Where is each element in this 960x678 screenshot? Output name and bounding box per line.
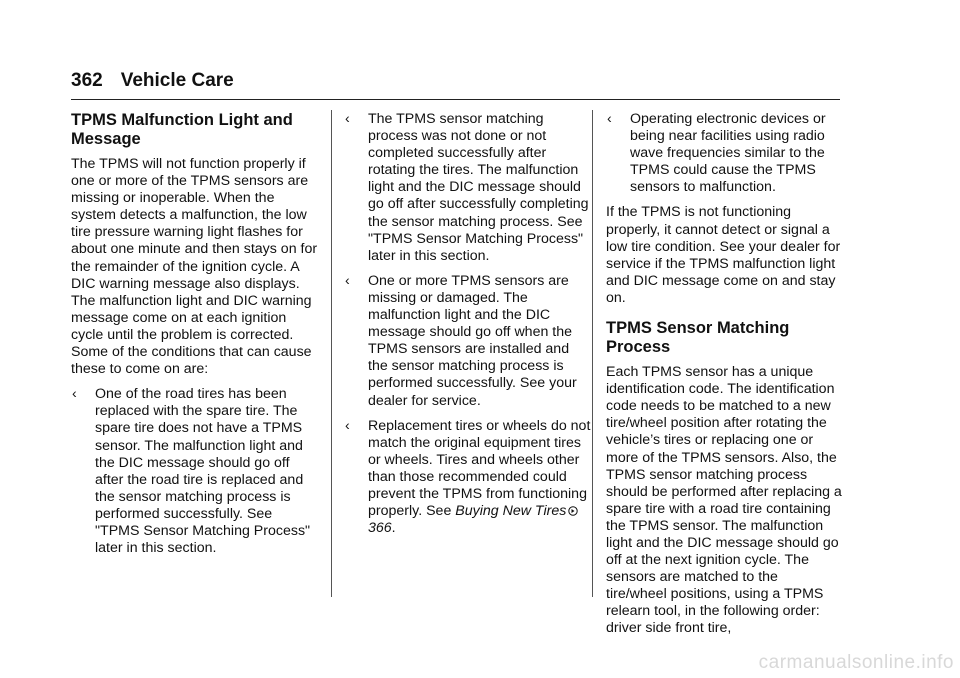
bullet-mark: ‹ xyxy=(345,417,350,434)
column-1 xyxy=(71,111,319,565)
bullet-text: The TPMS sensor matching process was not done or not completed successfully after rotating the tires. The malfunction light and the DIC message should go off after successfully completing the sensor matching process. See "TPMS Sensor Matching Process" later in this section. xyxy=(368,111,589,264)
bullet-mark: ‹ xyxy=(72,386,77,403)
bullet-mark: ‹ xyxy=(345,111,350,127)
bullet-text: Operating electronic devices or being near facilities using radio wave frequencies similar to the TPMS could cause the TPMS sensors to malfunction. xyxy=(630,111,826,196)
bullet-end: . xyxy=(391,520,396,537)
paragraph-malfunction-intro: The TPMS will not function properly if one or more of the TPMS sensors are missing or inoperable. When the system detects a malfunction, the low tire pressure warning light flashes for about one minute and then stays on for the remainder of the ignition cycle. A DIC warning message also displays. The malfunction light and DIC warning message come on at each ignition cycle until the problem is corrected. Some of the conditions that can cause these to come on are: xyxy=(71,156,318,378)
column-2 xyxy=(344,111,592,545)
watermark: carmanualsonline.info xyxy=(758,652,954,673)
header-rule xyxy=(71,99,840,100)
column-3 xyxy=(606,111,842,646)
paragraph-not-functioning: If the TPMS is not functioning properly, it cannot detect or signal a low tire condition. See your dealer for service if the TPMS malfunction light and DIC message come on and stay on. xyxy=(606,204,841,306)
bullet-mark: ‹ xyxy=(607,111,612,127)
column-divider-1 xyxy=(331,110,332,597)
bullet-text: Replacement tires or wheels do not match the original equipment tires or wheels. Tires and wheels other than those recommended could prevent the TPMS from functioning properly. See xyxy=(368,417,591,520)
link-text: Buying New Tires xyxy=(455,503,567,520)
bullet-text: One or more TPMS sensors are missing or damaged. The malfunction light and the DIC message should go off when the TPMS sensors are installed and the sensor matching process is performed successfully. See your dealer for service. xyxy=(368,272,577,409)
heading-malfunction-light: TPMS Malfunction Light and Message xyxy=(71,111,293,148)
page-reference-arrow-icon xyxy=(568,506,578,516)
page-reference: 366 xyxy=(368,520,392,537)
page-number: 362 xyxy=(71,70,103,91)
bullet-sensors-missing xyxy=(344,273,592,410)
bullet-text: One of the road tires has been replaced with the spare tire. The spare tire does not have a TPMS sensor. The malfunction light and the DIC message should go off after the road tire is replaced and the sensor matching process is performed successfully. See "TPMS Sensor Matching Process" later in this section. xyxy=(95,386,311,557)
bullet-matching-not-done xyxy=(344,111,592,265)
bullet-mark: ‹ xyxy=(345,272,350,289)
paragraph-sensor-matching: Each TPMS sensor has a unique identification code. The identification code needs to be matched to a new tire/wheel position after rotating the vehicle’s tires or replacing one or more of the TPMS sensors. Also, the TPMS sensor matching process should be performed after replacing a spare tire with a road tire containing the TPMS sensor. The malfunction light and the DIC message should go off at the next ignition cycle. The sensors are matched to the tire/wheel positions, using a TPMS relearn tool, in the following order: driver side front tire, xyxy=(606,364,842,637)
page-header xyxy=(71,70,234,92)
bullet-spare-tire xyxy=(71,386,319,557)
heading-sensor-matching: TPMS Sensor Matching Process xyxy=(606,319,790,357)
bullet-replacement-tires xyxy=(344,418,592,538)
bullet-electronic-devices xyxy=(606,111,842,196)
column-divider-2 xyxy=(592,110,593,597)
section-title: Vehicle Care xyxy=(120,70,234,91)
